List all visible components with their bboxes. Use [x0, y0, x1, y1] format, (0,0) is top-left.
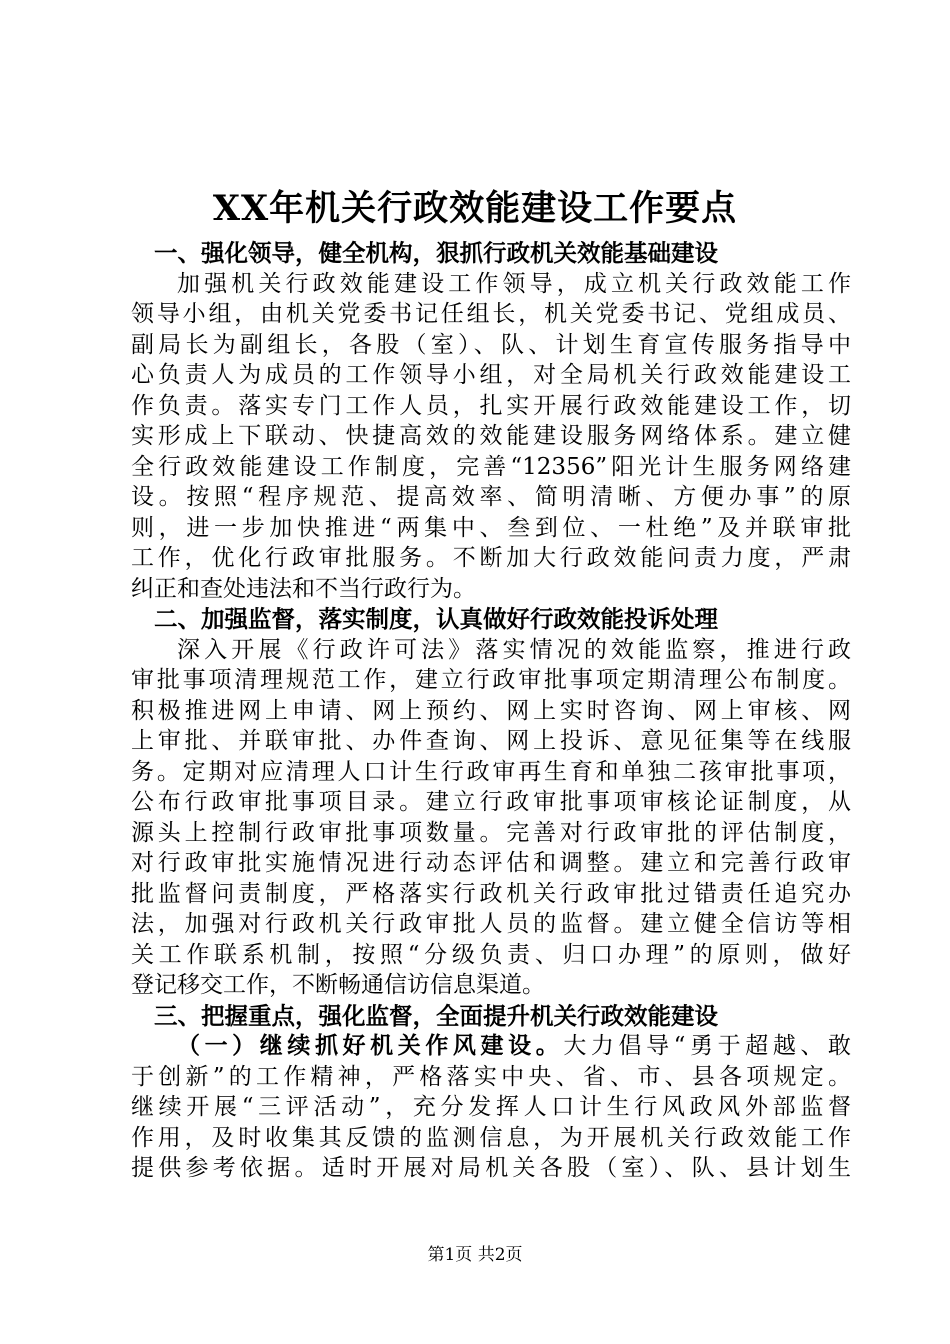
- paragraph-line: 深入开展《行政许可法》落实情况的效能监察，推进行政: [177, 636, 851, 663]
- document-body: [131, 238, 851, 1184]
- paragraph-line: 提供参考依据。适时开展对局机关各股（室）、队、县计划生: [131, 1155, 851, 1181]
- paragraph-line: 上审批、并联审批、办件查询、网上投诉、意见征集等在线服: [131, 728, 851, 754]
- document-title: XX年机关行政效能建设工作要点: [212, 188, 738, 229]
- paragraph-line: 作用，及时收集其反馈的监测信息，为开展机关行政效能工作: [131, 1124, 851, 1151]
- subsection-heading-1: （一）继续抓好机关作风建设。: [177, 1032, 564, 1059]
- paragraph-text: 大力倡导“勇于超越、敢: [563, 1033, 852, 1059]
- paragraph-line: 关工作联系机制，按照“分级负责、归口办理”的原则，做好: [131, 941, 851, 968]
- paragraph-line: 副局长为副组长，各股（室）、队、计划生育宣传服务指导中: [131, 331, 851, 358]
- paragraph-line: 设。按照“程序规范、提高效率、简明清晰、方便办事”的原: [131, 484, 851, 510]
- paragraph-line: 则，进一步加快推进“两集中、叁到位、一杜绝”及并联审批: [131, 514, 851, 541]
- section-1-paragraph: [131, 269, 851, 605]
- paragraph-line: 对行政审批实施情况进行动态评估和调整。建立和完善行政审: [131, 850, 851, 876]
- paragraph-line: 积极推进网上申请、网上预约、网上实时咨询、网上审核、网: [131, 697, 851, 724]
- paragraph-line: 工作，优化行政审批服务。不断加大行政效能问责力度，严肃: [131, 545, 851, 571]
- section-2-paragraph: [131, 635, 851, 1001]
- section-heading-2: 二、加强监督，落实制度，认真做好行政效能投诉处理: [154, 605, 718, 633]
- paragraph-line: 全行政效能建设工作制度，完善“12356”阳光计生服务网络建: [131, 453, 851, 480]
- section-heading-3: 三、把握重点，强化监督，全面提升机关行政效能建设: [154, 1001, 718, 1030]
- paragraph-line: 作负责。落实专门工作人员，扎实开展行政效能建设工作，切: [131, 392, 851, 419]
- paragraph-line: 实形成上下联动、快捷高效的效能建设服务网络体系。建立健: [131, 423, 851, 449]
- paragraph-line: 继续开展“三评活动”，充分发挥人口计生行风政风外部监督: [131, 1094, 851, 1120]
- paragraph-line: 心负责人为成员的工作领导小组，对全局机关行政效能建设工: [131, 362, 851, 388]
- paragraph-line: 于创新”的工作精神，严格落实中央、省、市、县各项规定。: [131, 1063, 851, 1090]
- paragraph-line: 公布行政审批事项目录。建立行政审批事项审核论证制度，从: [131, 789, 851, 815]
- section-3-paragraph: [131, 1031, 851, 1184]
- paragraph-line: 领导小组，由机关党委书记任组长，机关党委书记、党组成员、: [131, 301, 851, 327]
- paragraph-line: 批监督问责制度，严格落实行政机关行政审批过错责任追究办: [131, 880, 851, 907]
- paragraph-line: 加强机关行政效能建设工作领导，成立机关行政效能工作: [177, 270, 851, 297]
- paragraph-line: 纠正和查处违法和不当行政行为。: [131, 575, 476, 602]
- paragraph-line: 法，加强对行政机关行政审批人员的监督。建立健全信访等相: [131, 911, 851, 937]
- paragraph-line: 审批事项清理规范工作，建立行政审批事项定期清理公布制度。: [131, 667, 851, 693]
- paragraph-line: 源头上控制行政审批事项数量。完善对行政审批的评估制度，: [131, 819, 851, 846]
- paragraph-line: [131, 1031, 851, 1062]
- section-heading-1: 一、强化领导，健全机构，狠抓行政机关效能基础建设: [154, 239, 718, 267]
- paragraph-line: 登记移交工作，不断畅通信访信息渠道。: [131, 972, 545, 998]
- paragraph-line: 务。定期对应清理人口计生行政审再生育和单独二孩审批事项，: [131, 758, 851, 785]
- page-footer: 第1页 共2页: [427, 1245, 523, 1265]
